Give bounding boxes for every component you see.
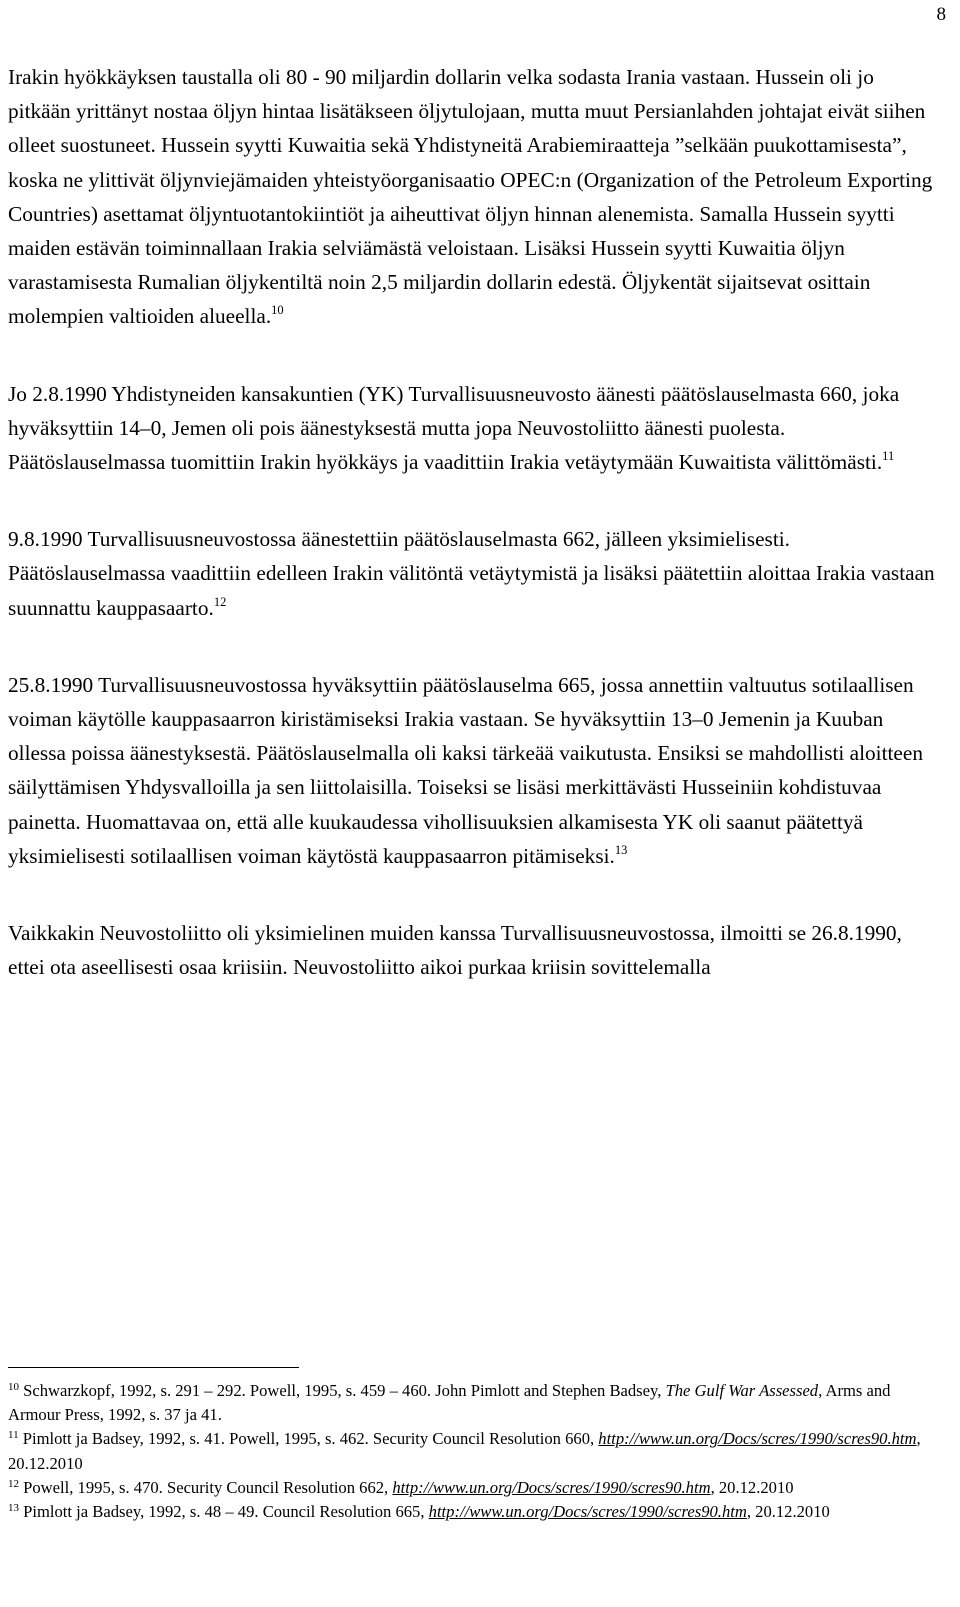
footnote-number: 12 bbox=[8, 1477, 19, 1490]
paragraph-text: Jo 2.8.1990 Yhdistyneiden kansakuntien (YK) Turvallisuusneuvosto äänesti päätöslauselmasta 660, joka hyväksyttiin 14–0, Jemen oli pois äänestyksestä mutta jopa Neuvostoliitto äänesti puolesta. Päätöslauselmassa tuomittiin Irakin hyökkäys ja vaadittiin Irakia vetäytymään Kuwaitista välittömästi. bbox=[8, 381, 900, 475]
paragraph-resolution-660 bbox=[8, 377, 938, 480]
paragraph-text: 9.8.1990 Turvallisuusneuvostossa äänestettiin päätöslauselmasta 662, jälleen yksimielisesti. Päätöslauselmassa vaadittiin edelleen Irakin välitöntä vetäytymistä ja lisäksi päätettiin aloittaa Irakia vastaan suunnattu kauppasaarto. bbox=[8, 527, 935, 620]
paragraph-text: Vaikkakin Neuvostoliitto oli yksimielinen muiden kanssa Turvallisuusneuvostossa, ilmoitti se 26.8.1990, ettei ota aseellisesti osaa kriisiin. Neuvostoliitto aikoi purkaa kriisin sovittelemalla bbox=[8, 921, 902, 980]
footnote-number: 13 bbox=[8, 1502, 19, 1515]
footnote-number: 10 bbox=[8, 1381, 19, 1393]
footnote-text: Powell, 1995, s. 470. Security Council Resolution 662, bbox=[23, 1477, 393, 1497]
paragraph-text: 25.8.1990 Turvallisuusneuvostossa hyväksyttiin päätöslauselma 665, jossa annettiin valtuutus sotilaallisen voiman käytölle kauppasaarron kiristämiseksi Irakia vastaan. Se hyväksyttiin 13–0 Jemenin ja Kuuban ollessa poissa äänestyksestä. Päätöslauselmalla oli kaksi tärkeää vaikutusta. Ensiksi se mahdollisti aloitteen säilyttämisen Yhdysvalloilla ja sen liittolaisilla. Toiseksi se lisäsi merkittävästi Husseiniin kohdistuvaa painetta. Huomattavaa on, että alle kuukaudessa vihollisuuksien alkamisesta YK oli saanut päätettyä yksimielisesti sotilaallisen voiman käytöstä kauppasaarron pitämiseksi. bbox=[8, 672, 923, 868]
footnote-text: Schwarzkopf, 1992, s. 291 – 292. Powell, 1995, s. 459 – 460. John Pimlott and Stephen Badsey, bbox=[23, 1381, 666, 1400]
footnote-separator bbox=[8, 1367, 299, 1368]
footnotes bbox=[8, 1379, 938, 1524]
paragraph-iraq-debt bbox=[8, 60, 938, 334]
footnote-ref[interactable]: 12 bbox=[213, 594, 227, 609]
footnote-text: Pimlott ja Badsey, 1992, s. 41. Powell, 1995, s. 462. Security Council Resolution 660, bbox=[22, 1429, 599, 1449]
footnote-date: , 20.12.2010 bbox=[710, 1477, 794, 1497]
footnote-book-title: The Gulf War Assessed, bbox=[665, 1381, 823, 1400]
paragraph-soviet-union bbox=[8, 916, 938, 984]
footnote-ref[interactable]: 11 bbox=[882, 449, 895, 464]
footnote-link[interactable]: http://www.un.org/Docs/scres/1990/scres90.htm bbox=[428, 1502, 747, 1522]
footnote-text-cont: Arms and Armour Press, 1992, s. 37 ja 41. bbox=[8, 1381, 891, 1425]
footnote-10 bbox=[8, 1379, 938, 1427]
footnote-link[interactable]: http://www.un.org/Docs/scres/1990/scres90.htm bbox=[598, 1429, 917, 1449]
paragraph-text: Irakin hyökkäyksen taustalla oli 80 - 90 miljardin dollarin velka sodasta Irania vastaan. Hussein oli jo pitkään yrittänyt nostaa öljyn hintaa lisätäkseen öljytulojaan, mutta muut Persianlahden johtajat eivät siihen olleet suostuneet. Hussein syytti Kuwaitia sekä Yhdistyneitä Arabiemiraatteja ”selkään puukottamisesta”, koska ne ylittivät öljynviejämaiden yhteistyöorganisaatio OPEC:n (Organization of the Petroleum Exporting Countries) asettamat öljyntuotantokiintiöt ja aiheuttivat öljyn hinnan alenemista. Samalla Hussein syytti maiden estävän toiminnallaan Irakia selviämästä veloistaan. Lisäksi Hussein syytti Kuwaitia öljyn varastamisesta Rumalian öljykentiltä noin 2,5 miljardin dollarin edestä. Öljykentät sijaitsevat osittain molempien valtioiden alueella. bbox=[8, 65, 933, 329]
footnote-link[interactable]: http://www.un.org/Docs/scres/1990/scres90.htm bbox=[392, 1477, 711, 1497]
footnote-text: Pimlott ja Badsey, 1992, s. 48 – 49. Council Resolution 665, bbox=[23, 1502, 429, 1522]
body-text bbox=[8, 60, 938, 1027]
paragraph-resolution-662 bbox=[8, 522, 938, 625]
footnote-11 bbox=[8, 1427, 938, 1475]
footnote-number: 11 bbox=[8, 1429, 19, 1442]
footnote-ref[interactable]: 13 bbox=[614, 842, 628, 857]
footnote-date: , 20.12.2010 bbox=[8, 1429, 921, 1473]
footnote-13 bbox=[8, 1500, 938, 1524]
page-number: 8 bbox=[936, 4, 946, 25]
footnote-ref[interactable]: 10 bbox=[271, 303, 284, 318]
footnote-date: , 20.12.2010 bbox=[746, 1502, 830, 1522]
footnote-12 bbox=[8, 1476, 938, 1500]
paragraph-resolution-665 bbox=[8, 668, 938, 873]
